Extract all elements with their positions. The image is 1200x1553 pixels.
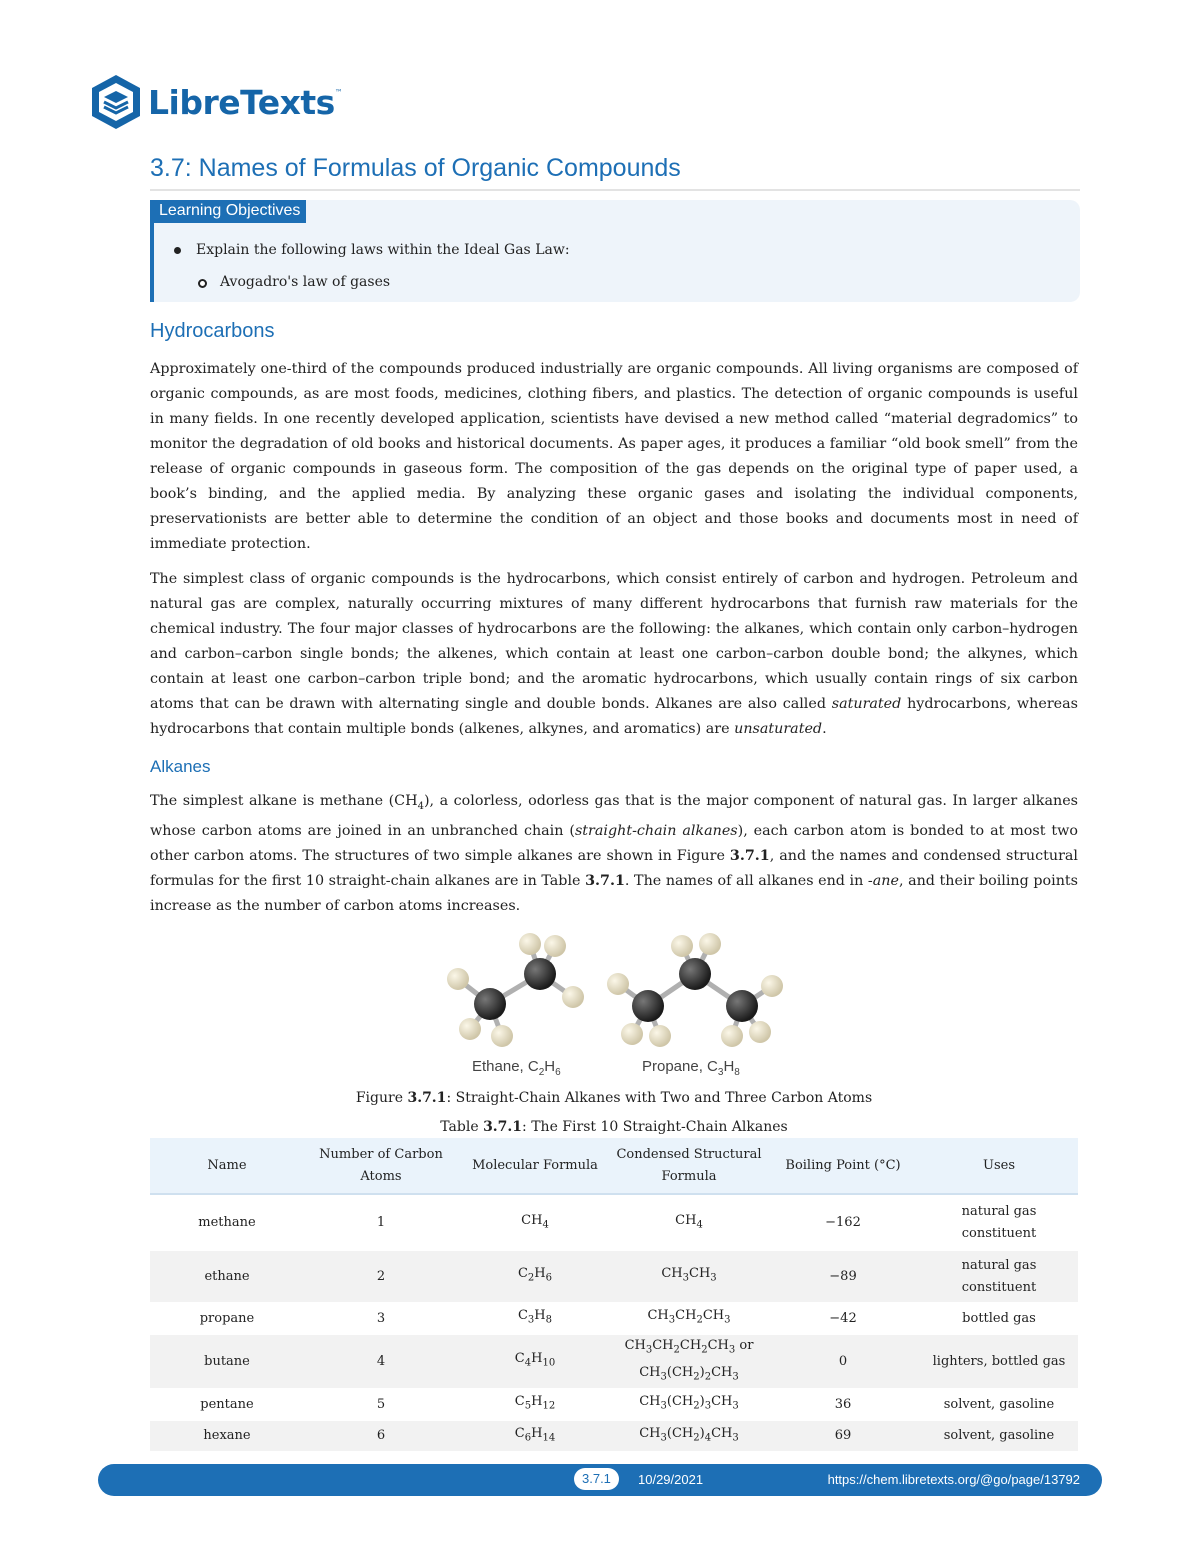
footer-date: 10/29/2021 (638, 1472, 704, 1487)
molecule-models (420, 924, 800, 1084)
alkanes-table (150, 1138, 1078, 1451)
propane-atoms (607, 933, 783, 1047)
column-header: Molecular Formula (458, 1138, 612, 1194)
brand-trademark: ™ (334, 88, 343, 97)
learning-objectives-box (150, 200, 1080, 302)
page-footer (98, 1464, 1102, 1496)
brand-logo[interactable] (88, 72, 343, 132)
alkane-figure (420, 924, 800, 1084)
libretexts-logo-icon (88, 73, 144, 131)
table-row: butane 4 $C_4H_{10}$ $CH_3CH_2CH_2CH_3$ or $CH_3(CH_2)_2CH_3$ 0 lighters, bottled gas (150, 1335, 1078, 1388)
table-row: ethane 2 $C_2H_6$ $CH_3CH_3$ −89 natural gas constituent (150, 1251, 1078, 1302)
brand-name: LibreTexts (148, 82, 335, 122)
page-title: 3.7: Names of Formulas of Organic Compounds (150, 154, 1080, 191)
paragraph-intro: Approximately one-third of the compounds produced industrially are organic compounds. All living organisms are composed of organic compounds, as are most foods, medicines, clothing fibers, and plastics. The detection of organic compounds is useful in many fields. In one recently developed application, scientists have devised a new method called “material degradomics” to monitor the degradation of old books and historical documents. As paper ages, it produces a familiar “old book smell” from the release of organic compounds in gaseous form. The composition of the gas depends on the original type of paper used, a book’s binding, and the applied media. By analyzing these organic gases and isolating the individual components, preservationists are better able to determine the condition of an object and those books and documents most in need of immediate protection. (150, 361, 1078, 552)
table-header-row (150, 1138, 1078, 1194)
table-row: propane 3 $C_3H_8$ $CH_3CH_2CH_3$ −42 bottled gas (150, 1302, 1078, 1335)
column-header: Condensed Structural Formula (612, 1138, 766, 1194)
circle-bullet-icon (198, 279, 207, 288)
page-number-badge: 3.7.1 (574, 1468, 619, 1490)
column-header: Number of Carbon Atoms (304, 1138, 458, 1194)
figure-link[interactable]: 3.7.1 (729, 847, 770, 864)
table-row: methane 1 $CH_4$ $CH_4$ −162 natural gas constituent (150, 1194, 1078, 1251)
section-heading-hydrocarbons: Hydrocarbons (150, 320, 275, 342)
table-link[interactable]: 3.7.1 (585, 872, 625, 889)
propane-label: Propane, $C_3H_8$ (642, 1058, 740, 1078)
table-row: hexane 6 $C_6H_{14}$ $CH_3(CH_2)_4CH_3$ 69 solvent, gasoline (150, 1421, 1078, 1451)
table-row: pentane 5 $C_5H_{12}$ $CH_3(CH_2)_3CH_3$ 36 solvent, gasoline (150, 1388, 1078, 1421)
ethane-label: Ethane, $C_2H_6$ (472, 1058, 561, 1078)
paragraph-hydrocarbon-classes: The simplest class of organic compounds is the hydrocarbons, which consist entirely of carbon and hydrogen. Petroleum and natural gas are complex, naturally occurring mixtures of many different hydrocarbons that furnish raw materials for the chemical industry. The four major classes of hydrocarbons are the following: the alkanes, which contain only carbon–hydrogen and carbon–carbon single bonds; the alkenes, which contain at least one carbon–carbon double bond; the alkynes, which contain at least one carbon–carbon triple bond; and the aromatic hydrocarbons, which usually contain rings of six carbon atoms that can be drawn with alternating single and double bonds. Alkanes are also called saturated hydrocarbons, whereas hydrocarbons that contain multiple bonds (alkenes, alkynes, and aromatics) are unsaturated. (150, 571, 1078, 737)
section-heading-alkanes: Alkanes (150, 757, 211, 776)
learning-objectives-list (174, 240, 570, 292)
learning-objectives-heading: Learning Objectives (154, 200, 306, 223)
figure-caption: Figure 3.7.1: Straight-Chain Alkanes with Two and Three Carbon Atoms (355, 1090, 873, 1106)
column-header: Name (150, 1138, 304, 1194)
list-item: Avogadro's law of gases (198, 272, 570, 292)
paragraph-alkanes: The simplest alkane is methane $(CH_4)$, a colorless, odorless gas that is the major component of natural gas. In larger alkanes whose carbon atoms are joined in an unbranched chain (straight-chain alkanes), each carbon atom is bonded to at most two other carbon atoms. The structures of two simple alkanes are shown in Figure 3.7.1, and the names and condensed structural formulas for the first 10 straight-chain alkanes are in Table 3.7.1. The names of all alkanes end in -ane, and their boiling points increase as the number of carbon atoms increases. (150, 793, 1079, 914)
list-item: Explain the following laws within the Ideal Gas Law: (174, 240, 570, 260)
bullet-icon (174, 247, 181, 254)
column-header: Boiling Point (°C) (766, 1138, 920, 1194)
column-header: Uses (920, 1138, 1078, 1194)
table-caption: Table 3.7.1: The First 10 Straight-Chain Alkanes (440, 1119, 788, 1135)
footer-url-link[interactable]: https://chem.libretexts.org/@go/page/13792 (827, 1472, 1080, 1487)
